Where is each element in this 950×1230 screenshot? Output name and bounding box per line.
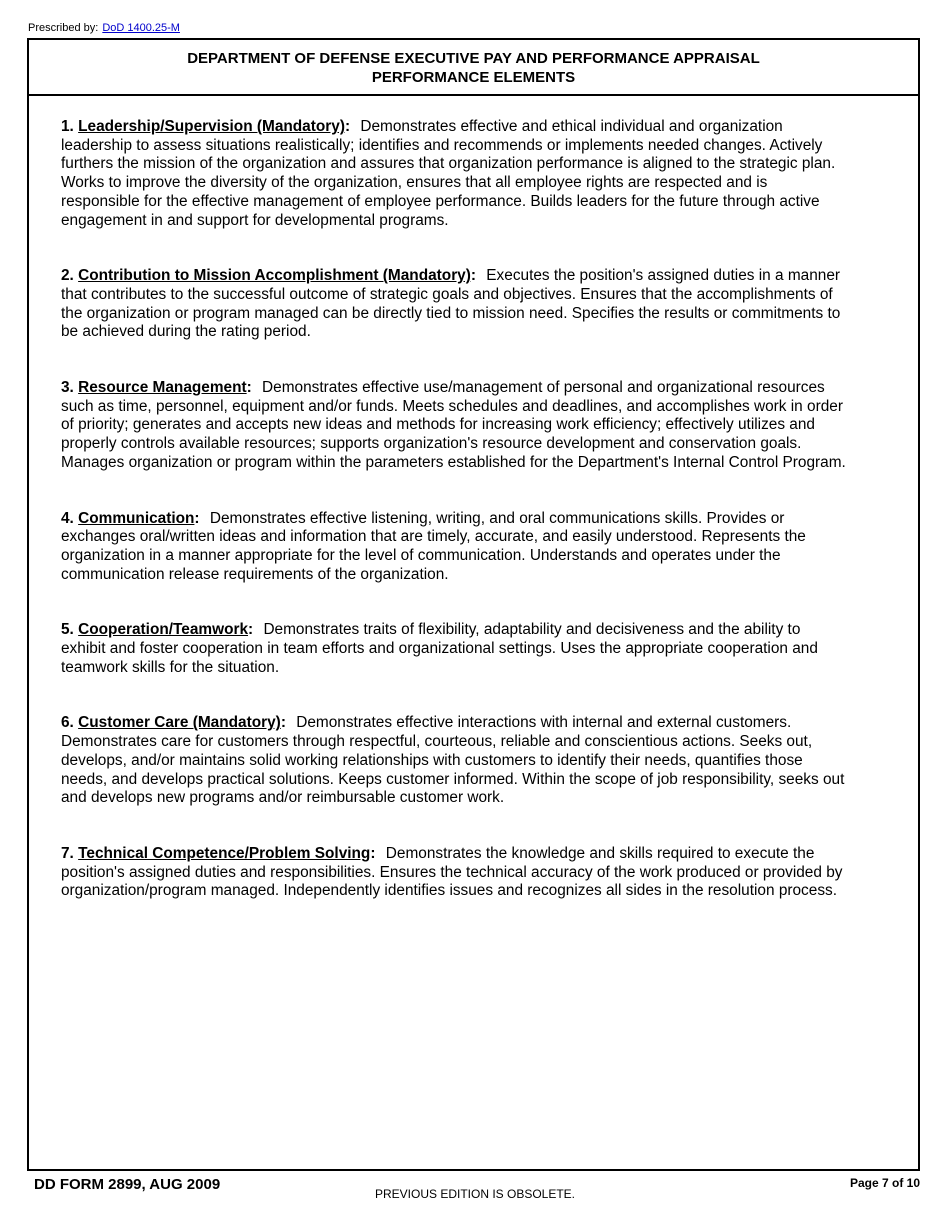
form-title: [29, 40, 918, 96]
performance-element-communication: 4. Communication: Demonstrates effective listening, writing, and oral communications skills. Provides or exchanges oral/written ideas and information that are timely, accurate, and easily understood. Represents the organization in a manner appropriate for the level of communication. Understands and operates under the communication release requirements of the organization.: [61, 509, 806, 583]
element-text: Demonstrates effective listening, writing, and oral communications skills. Provides or exchanges oral/written ideas and information that are timely, accurate, and easily understood. Represents the organization in a manner appropriate for the level of communication. Understands and operates under the communication release requirements of the organization.: [61, 509, 806, 583]
element-number: 3.: [61, 379, 74, 397]
element-text: Executes the position's assigned duties in a manner that contributes to the successful outcome of strategic goals and objectives. Ensures that the accomplishments of the organization or program managed can be directly tied to mission need. Specifies the results or commitments to be achieved during the rating period.: [61, 267, 841, 341]
prescribed-by: [28, 22, 180, 34]
performance-element-resource: 3. Resource Management: Demonstrates effective use/management of personal and organizational resources such as time, personnel, equipment and/or funds. Meets schedules and deadlines, and accomplishes work in order of priority; generates and accepts new ideas and methods for increasing work efficiency; effectively utilizes and properly controls available resources; supports organization's resource development and conservation goals. Manages organization or program within the parameters established for the Department's Internal Control Program.: [61, 379, 846, 471]
element-title: Leadership/Supervision (Mandatory): [78, 118, 345, 135]
element-title: Technical Competence/Problem Solving: [78, 844, 371, 862]
element-text: Demonstrates effective and ethical individual and organization leadership to assess situations realistically; identifies and recommends or implements needed changes. Actively furthers the mission of the organization and assures that organization performance is aligned to the strategic plan. Works to improve the diversity of the organization, ensures that all employee rights are respected and is responsible for the effective management of employee performance. Builds leaders for the future through active engagement in and support for developmental programs.: [61, 118, 836, 229]
element-text: Demonstrates traits of flexibility, adaptability and decisiveness and the ability to exhibit and foster cooperation in team efforts and organizational settings. Uses the appropriate cooperation and teamwork skills for the situation.: [61, 621, 818, 676]
element-title: Resource Management: [78, 379, 247, 397]
element-number: 5.: [61, 621, 74, 639]
element-title: Cooperation/Teamwork: [78, 621, 249, 639]
form-title-line2: PERFORMANCE ELEMENTS: [371, 69, 576, 86]
element-number: 2.: [61, 267, 74, 285]
element-text: Demonstrates effective interactions with internal and external customers. Demonstrates care for customers through respectful, courteous, reliable and conscientious actions. Seeks out, develops, and/or maintains solid working relationships with customers to identify their needs, quantifies those needs, and develops practical solutions. Keeps customer informed. Within the scope of job responsibility, seeks out and develops new programs and/or reimbursable customer work.: [61, 714, 845, 807]
form-id: DD FORM 2899, AUG 2009: [34, 1176, 221, 1193]
page-number: Page 7 of 10: [849, 1176, 920, 1190]
performance-element-teamwork: 5. Cooperation/Teamwork: Demonstrates traits of flexibility, adaptability and decisiveness and the ability to exhibit and foster cooperation in team efforts and organizational settings. Uses the appropriate cooperation and teamwork skills for the situation.: [61, 621, 818, 676]
element-title: Communication: [78, 509, 195, 527]
element-number: 6.: [61, 714, 74, 732]
form-title-line1: DEPARTMENT OF DEFENSE EXECUTIVE PAY AND PERFORMANCE APPRAISAL: [187, 50, 760, 67]
element-text: Demonstrates the knowledge and skills required to execute the position's assigned duties and responsibilities. Ensures the technical accuracy of the work produced or provided by organization/program managed. Independently identifies issues and recognizes all sides in the resolution process.: [61, 844, 843, 900]
performance-elements-list: [61, 118, 846, 938]
performance-element-mission: 2. Contribution to Mission Accomplishment (Mandatory): Executes the position's assigned duties in a manner that contributes to the successful outcome of strategic goals and objectives. Ensures that the accomplishments of the organization or program managed can be directly tied to mission need. Specifies the results or commitments to be achieved during the rating period.: [61, 267, 841, 341]
element-title: Customer Care (Mandatory): [78, 714, 281, 732]
element-number: 1.: [61, 118, 74, 135]
edition-note: PREVIOUS EDITION IS OBSOLETE.: [374, 1187, 576, 1201]
element-number: 4.: [61, 509, 74, 527]
prescribed-link[interactable]: DoD 1400.25-M: [102, 22, 180, 34]
performance-element-technical: 7. Technical Competence/Problem Solving: Demonstrates the knowledge and skills required to execute the position's assigned duties and responsibilities. Ensures the technical accuracy of the work produced or provided by organization/program managed. Independently identifies issues and recognizes all sides in the resolution process.: [61, 844, 843, 900]
element-title: Contribution to Mission Accomplishment (Mandatory): [78, 267, 471, 285]
form-frame: [27, 38, 920, 1171]
element-number: 7.: [61, 844, 74, 862]
performance-element-leadership: 1. Leadership/Supervision (Mandatory): Demonstrates effective and ethical individual and organization leadership to assess situations realistically; identifies and recommends or implements needed changes. Actively furthers the mission of the organization and assures that organization performance is aligned to the strategic plan. Works to improve the diversity of the organization, ensures that all employee rights are respected and is responsible for the effective management of employee performance. Builds leaders for the future through active engagement in and support for developmental programs.: [61, 118, 836, 229]
prescribed-label: Prescribed by:: [28, 22, 99, 34]
performance-element-customer: 6. Customer Care (Mandatory): Demonstrates effective interactions with internal and external customers. Demonstrates care for customers through respectful, courteous, reliable and conscientious actions. Seeks out, develops, and/or maintains solid working relationships with customers to identify their needs, quantifies those needs, and develops practical solutions. Keeps customer informed. Within the scope of job responsibility, seeks out and develops new programs and/or reimbursable customer work.: [61, 714, 845, 807]
element-text: Demonstrates effective use/management of personal and organizational resources such as time, personnel, equipment and/or funds. Meets schedules and deadlines, and accomplishes work in order of priority; generates and accepts new ideas and methods for increasing work efficiency; effectively utilizes and properly controls available resources; supports organization's resource development and conservation goals. Manages organization or program within the parameters established for the Department's Internal Control Program.: [61, 379, 846, 471]
